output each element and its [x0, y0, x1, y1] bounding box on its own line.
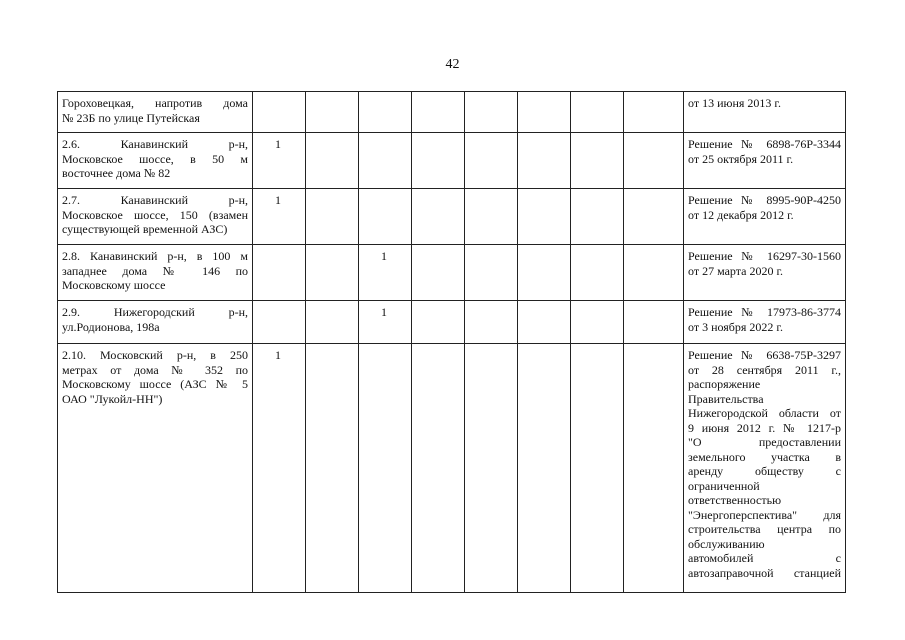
decision-line: Правительства	[688, 391, 764, 406]
decision-line: земельного участка в	[688, 449, 841, 464]
address-line: № 23Б по улице Путейская	[62, 110, 200, 125]
count-cell-4: 1	[359, 245, 412, 301]
decision-line: Решение № 6898-76Р-3344	[688, 137, 841, 151]
count-cell-9	[624, 245, 684, 301]
address-line: 2.7. Канавинский р-н,	[62, 193, 248, 207]
table-row	[58, 133, 846, 189]
decision-cell	[684, 133, 846, 189]
decision-line: от 13 июня 2013 г.	[688, 96, 781, 110]
decision-line: от 27 марта 2020 г.	[688, 263, 784, 278]
count-cell-6	[465, 92, 518, 133]
count-cell-2	[253, 301, 306, 344]
count-cell-5	[412, 245, 465, 301]
address-cell	[58, 344, 253, 593]
count-cell-9	[624, 133, 684, 189]
count-cell-8	[571, 301, 624, 344]
count-cell-6	[465, 301, 518, 344]
count-cell-6	[465, 245, 518, 301]
count-cell-2	[253, 92, 306, 133]
count-cell-7	[518, 301, 571, 344]
address-line: 2.9. Нижегородский р-н,	[62, 305, 248, 319]
count-cell-4: 1	[359, 301, 412, 344]
count-cell-8	[571, 92, 624, 133]
count-cell-5	[412, 344, 465, 593]
count-cell-4	[359, 133, 412, 189]
decision-line: распоряжение	[688, 377, 761, 391]
address-line: Московскому шоссе	[62, 278, 166, 292]
decision-line: аренду обществу с	[688, 464, 841, 478]
decision-cell	[684, 92, 846, 133]
decision-line: обслуживанию	[688, 536, 765, 551]
count-cell-9	[624, 301, 684, 344]
address-line: метрах от дома № 352 по	[62, 362, 248, 377]
count-cell-2: 1	[253, 344, 306, 593]
count-cell-5	[412, 189, 465, 245]
table-row	[58, 245, 846, 301]
count-cell-8	[571, 344, 624, 593]
count-cell-2: 1	[253, 189, 306, 245]
decision-line: Решение № 16297-30-1560	[688, 249, 841, 263]
address-line: 2.10. Московский р-н, в 250	[62, 348, 248, 362]
address-line: западнее дома № 146 по	[62, 263, 248, 278]
address-line: восточнее дома № 82	[62, 166, 171, 180]
table-row	[58, 344, 846, 593]
table-row	[58, 189, 846, 245]
address-cell	[58, 92, 253, 133]
decision-line: от 28 сентября 2011 г.,	[688, 362, 841, 377]
decision-line: ограниченной	[688, 478, 760, 493]
count-cell-8	[571, 189, 624, 245]
address-cell	[58, 245, 253, 301]
count-cell-6	[465, 344, 518, 593]
decision-line: от 3 ноября 2022 г.	[688, 319, 783, 334]
decision-line: строительства центра по	[688, 522, 841, 536]
count-cell-9	[624, 344, 684, 593]
decision-line: автозаправочной станцией	[688, 565, 841, 580]
table-row	[58, 301, 846, 344]
count-cell-4	[359, 189, 412, 245]
address-cell	[58, 189, 253, 245]
address-line: 2.8. Канавинский р-н, в 100 м	[62, 249, 248, 263]
count-cell-3	[306, 189, 359, 245]
count-cell-5	[412, 133, 465, 189]
decision-cell	[684, 344, 846, 593]
count-cell-8	[571, 245, 624, 301]
address-line: Московское шоссе, в 50 м	[62, 151, 248, 166]
count-cell-6	[465, 189, 518, 245]
decision-line: 9 июня 2012 г. № 1217-р	[688, 420, 841, 435]
decision-line: "Энергоперспектива" для	[688, 507, 841, 522]
count-cell-4	[359, 344, 412, 593]
decision-line: "О предоставлении	[688, 435, 841, 449]
count-cell-2	[253, 245, 306, 301]
count-cell-5	[412, 301, 465, 344]
gas-station-table	[57, 91, 846, 593]
decision-line: от 25 октября 2011 г.	[688, 151, 794, 166]
decision-cell	[684, 245, 846, 301]
decision-cell	[684, 301, 846, 344]
decision-cell	[684, 189, 846, 245]
decision-line: Решение № 8995-90Р-4250	[688, 193, 841, 207]
address-line: Гороховецкая, напротив дома	[62, 96, 248, 110]
address-line: Московскому шоссе (АЗС № 5	[62, 377, 248, 391]
address-line: Московское шоссе, 150 (взамен	[62, 207, 248, 222]
count-cell-3	[306, 245, 359, 301]
count-cell-4	[359, 92, 412, 133]
address-line: ОАО "Лукойл-НН")	[62, 391, 163, 406]
count-cell-7	[518, 92, 571, 133]
decision-line: Решение № 6638-75Р-3297	[688, 348, 841, 362]
address-cell	[58, 133, 253, 189]
count-cell-7	[518, 133, 571, 189]
decision-line: от 12 декабря 2012 г.	[688, 207, 794, 222]
address-cell	[58, 301, 253, 344]
count-cell-7	[518, 245, 571, 301]
count-cell-6	[465, 133, 518, 189]
table-row	[58, 92, 846, 133]
count-cell-9	[624, 189, 684, 245]
decision-line: автомобилей с	[688, 551, 841, 565]
count-cell-5	[412, 92, 465, 133]
decision-line: Решение № 17973-86-3774	[688, 305, 841, 319]
count-cell-2: 1	[253, 133, 306, 189]
count-cell-3	[306, 344, 359, 593]
count-cell-7	[518, 189, 571, 245]
count-cell-3	[306, 301, 359, 344]
page-number: 42	[445, 57, 460, 72]
address-line: существующей временной АЗС)	[62, 222, 228, 236]
count-cell-8	[571, 133, 624, 189]
count-cell-7	[518, 344, 571, 593]
decision-line: ответственностью	[688, 493, 782, 507]
decision-line: Нижегородской области от	[688, 406, 841, 420]
count-cell-3	[306, 92, 359, 133]
count-cell-9	[624, 92, 684, 133]
address-line: 2.6. Канавинский р-н,	[62, 137, 248, 151]
address-line: ул.Родионова, 198а	[62, 319, 160, 334]
count-cell-3	[306, 133, 359, 189]
